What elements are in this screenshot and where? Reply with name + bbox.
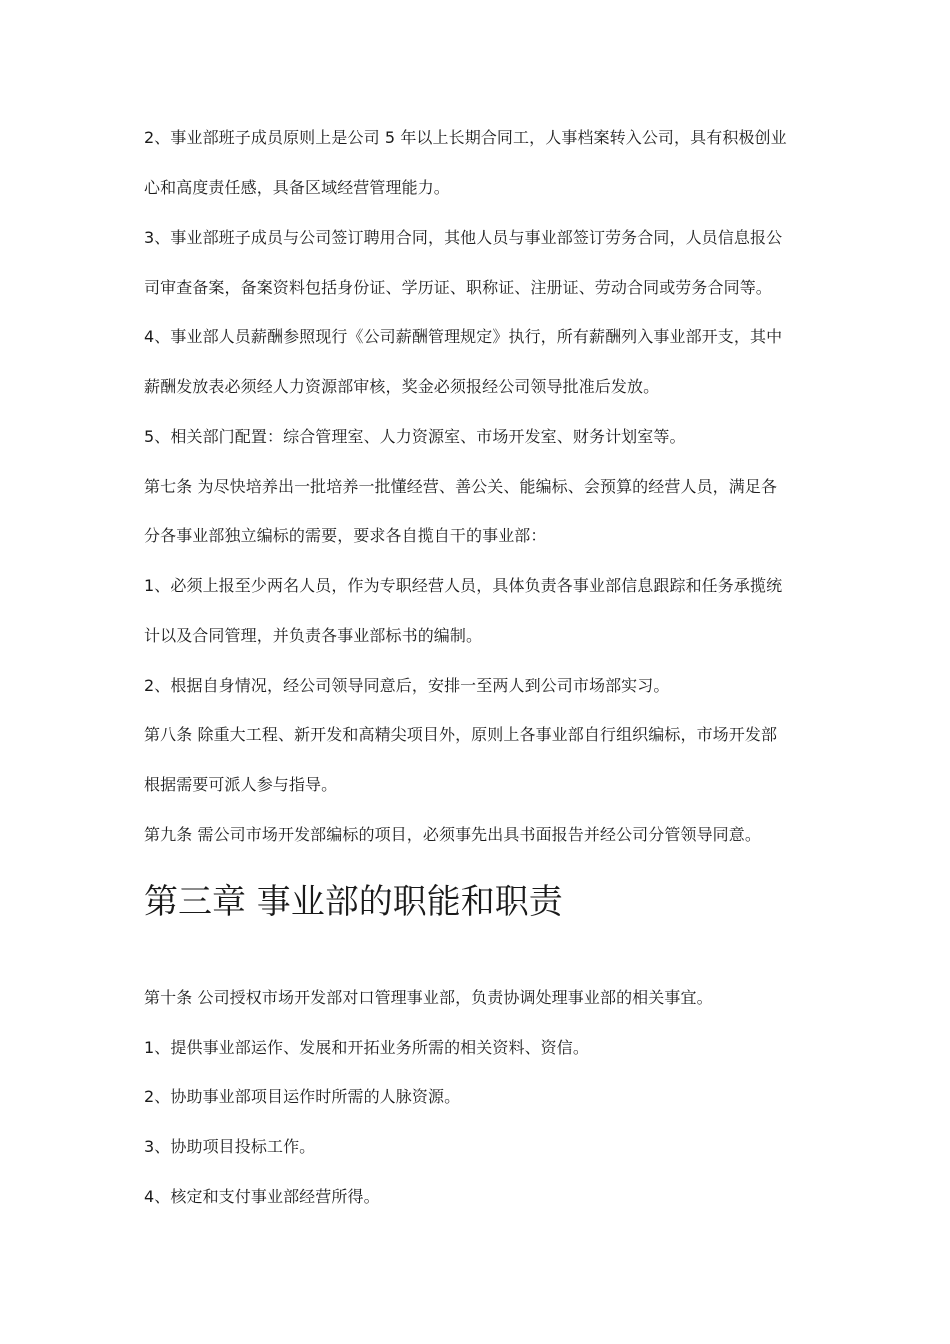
- paragraph-line: 2、事业部班子成员原则上是公司 5 年以上长期合同工，人事档案转入公司，具有积极创业: [144, 128, 787, 147]
- paragraph-line: 1、必须上报至少两名人员，作为专职经营人员，具体负责各事业部信息跟踪和任务承揽统: [144, 576, 783, 595]
- paragraph-line: 心和高度责任感，具备区域经营管理能力。: [144, 178, 450, 197]
- paragraph-line: 分各事业部独立编标的需要，要求各自揽自干的事业部：: [144, 526, 547, 545]
- paragraph-line: 1、提供事业部运作、发展和开拓业务所需的相关资料、资信。: [144, 1038, 589, 1057]
- article-line: 第七条 为尽快培养出一批培养一批懂经营、善公关、能编标、会预算的经营人员，满足各: [144, 477, 778, 496]
- paragraph-line: 5、相关部门配置：综合管理室、人力资源室、市场开发室、财务计划室等。: [144, 427, 686, 446]
- paragraph-line: 司审查备案，备案资料包括身份证、学历证、职称证、注册证、劳动合同或劳务合同等。: [144, 278, 772, 297]
- paragraph-line: 2、协助事业部项目运作时所需的人脉资源。: [144, 1087, 461, 1106]
- paragraph-line: 3、事业部班子成员与公司签订聘用合同，其他人员与事业部签订劳务合同，人员信息报公: [144, 228, 783, 247]
- paragraph-line: 3、协助项目投标工作。: [144, 1137, 316, 1156]
- paragraph-line: 2、根据自身情况，经公司领导同意后，安排一至两人到公司市场部实习。: [144, 676, 670, 695]
- paragraph-line: 4、事业部人员薪酬参照现行《公司薪酬管理规定》执行，所有薪酬列入事业部开支，其中: [144, 327, 783, 346]
- paragraph-line: 根据需要可派人参与指导。: [144, 775, 338, 794]
- article-line: 第十条 公司授权市场开发部对口管理事业部，负责协调处理事业部的相关事宜。: [144, 988, 713, 1007]
- chapter-heading: 第三章 事业部的职能和职责: [144, 882, 563, 922]
- article-line: 第九条 需公司市场开发部编标的项目，必须事先出具书面报告并经公司分管领导同意。: [144, 825, 761, 844]
- article-line: 第八条 除重大工程、新开发和高精尖项目外，原则上各事业部自行组织编标，市场开发部: [144, 725, 778, 744]
- paragraph-line: 薪酬发放表必须经人力资源部审核，奖金必须报经公司领导批准后发放。: [144, 377, 660, 396]
- paragraph-line: 4、核定和支付事业部经营所得。: [144, 1187, 380, 1206]
- paragraph-line: 计以及合同管理，并负责各事业部标书的编制。: [144, 626, 483, 645]
